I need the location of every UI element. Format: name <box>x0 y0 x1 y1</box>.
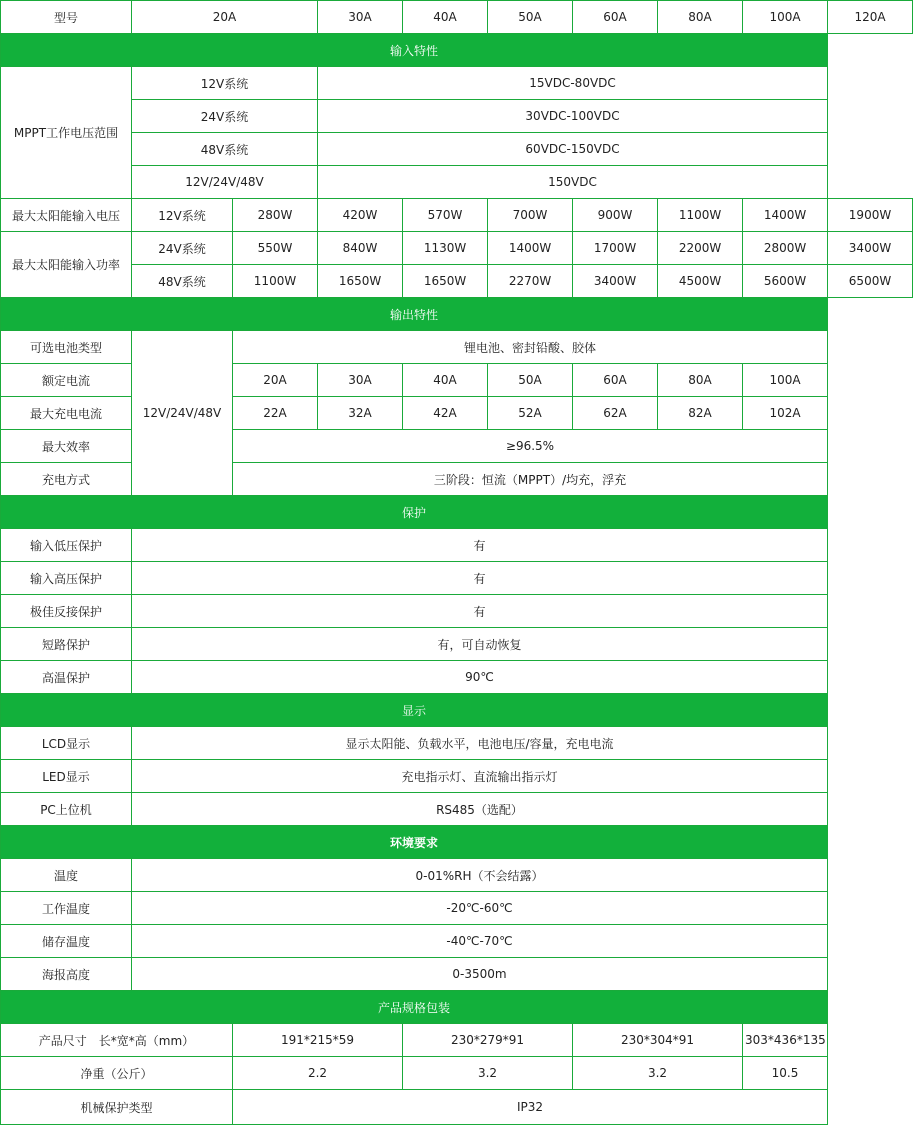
weight-value: 2.2 <box>233 1057 403 1090</box>
max-charge-value: 52A <box>488 397 573 430</box>
max-charge-value: 32A <box>318 397 403 430</box>
table-row <box>1 859 913 892</box>
power-value: 1400W <box>743 199 828 232</box>
table-row <box>1 529 913 562</box>
power-value: 2270W <box>488 265 573 298</box>
section-protection-title: 保护 <box>1 496 828 529</box>
environment-value: -40℃-70℃ <box>132 925 828 958</box>
power-value: 1130W <box>403 232 488 265</box>
table-row <box>1 793 913 826</box>
table-row <box>1 727 913 760</box>
section-input-title: 输入特性 <box>1 34 828 67</box>
environment-label: 温度 <box>1 859 132 892</box>
table-row <box>1 925 913 958</box>
power-value: 3400W <box>573 265 658 298</box>
table-row <box>1 628 913 661</box>
power-value: 1700W <box>573 232 658 265</box>
max-power-label: 最大太阳能输入功率 <box>1 232 132 298</box>
rated-current-value: 80A <box>658 364 743 397</box>
power-value: 1650W <box>403 265 488 298</box>
power-value: 1100W <box>233 265 318 298</box>
model-cell: 100A <box>743 1 828 34</box>
system-voltage: 12V/24V/48V <box>132 331 233 496</box>
power-value: 6500W <box>828 265 913 298</box>
section-header-row <box>1 34 913 67</box>
efficiency-value: ≥96.5% <box>233 430 828 463</box>
section-header-row <box>1 694 913 727</box>
max-charge-label: 最大充电电流 <box>1 397 132 430</box>
protection-value: 有 <box>132 595 828 628</box>
protection-label: 输入低压保护 <box>1 529 132 562</box>
environment-label: 工作温度 <box>1 892 132 925</box>
power-system: 24V系统 <box>132 232 233 265</box>
table-row <box>1 67 913 100</box>
power-value: 1400W <box>488 232 573 265</box>
table-row <box>1 661 913 694</box>
environment-value: 0-01%RH（不会结露） <box>132 859 828 892</box>
charge-mode-label: 充电方式 <box>1 463 132 496</box>
rated-current-value: 50A <box>488 364 573 397</box>
model-cell: 80A <box>658 1 743 34</box>
protection-label: 输入高压保护 <box>1 562 132 595</box>
max-charge-value: 42A <box>403 397 488 430</box>
table-row <box>1 1057 913 1090</box>
mppt-range: 15VDC-80VDC <box>318 67 828 100</box>
model-cell: 40A <box>403 1 488 34</box>
size-value: 230*279*91 <box>403 1024 573 1057</box>
table-row <box>1 133 913 166</box>
max-charge-value: 22A <box>233 397 318 430</box>
protection-label: 高温保护 <box>1 661 132 694</box>
environment-label: 海报高度 <box>1 958 132 991</box>
battery-type-label: 可选电池类型 <box>1 331 132 364</box>
mppt-range: 60VDC-150VDC <box>318 133 828 166</box>
environment-value: 0-3500m <box>132 958 828 991</box>
weight-value: 3.2 <box>403 1057 573 1090</box>
power-value: 550W <box>233 232 318 265</box>
power-value: 420W <box>318 199 403 232</box>
environment-label: 储存温度 <box>1 925 132 958</box>
table-row <box>1 199 913 232</box>
size-value: 191*215*59 <box>233 1024 403 1057</box>
power-value: 840W <box>318 232 403 265</box>
rated-current-value: 30A <box>318 364 403 397</box>
table-row <box>1 892 913 925</box>
model-label: 型号 <box>1 1 132 34</box>
power-value: 4500W <box>658 265 743 298</box>
model-cell: 60A <box>573 1 658 34</box>
header-row <box>1 1 913 34</box>
power-value: 5600W <box>743 265 828 298</box>
size-label: 产品尺寸 长*宽*高（mm） <box>1 1024 233 1057</box>
protection-value: 有 <box>132 562 828 595</box>
table-row <box>1 331 913 364</box>
power-value: 700W <box>488 199 573 232</box>
mppt-range: 30VDC-100VDC <box>318 100 828 133</box>
protection-label: 极佳反接保护 <box>1 595 132 628</box>
table-row <box>1 166 913 199</box>
model-cell: 50A <box>488 1 573 34</box>
max-voltage-label: 最大太阳能输入电压 <box>1 199 132 232</box>
power-value: 2200W <box>658 232 743 265</box>
power-value: 570W <box>403 199 488 232</box>
power-system: 48V系统 <box>132 265 233 298</box>
table-row <box>1 958 913 991</box>
table-row <box>1 760 913 793</box>
ip-value: IP32 <box>233 1090 828 1125</box>
power-value: 1900W <box>828 199 913 232</box>
charge-mode-value: 三阶段：恒流（MPPT）/均充，浮充 <box>233 463 828 496</box>
mppt-range: 150VDC <box>318 166 828 199</box>
section-header-row <box>1 496 913 529</box>
battery-type-value: 锂电池、密封铅酸、胶体 <box>233 331 828 364</box>
protection-label: 短路保护 <box>1 628 132 661</box>
table-row <box>1 232 913 265</box>
rated-current-label: 额定电流 <box>1 364 132 397</box>
power-value: 900W <box>573 199 658 232</box>
mppt-system: 48V系统 <box>132 133 318 166</box>
mppt-system: 12V/24V/48V <box>132 166 318 199</box>
display-label: PC上位机 <box>1 793 132 826</box>
mppt-label: MPPT工作电压范围 <box>1 67 132 199</box>
protection-value: 有，可自动恢复 <box>132 628 828 661</box>
weight-value: 3.2 <box>573 1057 743 1090</box>
protection-value: 有 <box>132 529 828 562</box>
efficiency-label: 最大效率 <box>1 430 132 463</box>
power-value: 1650W <box>318 265 403 298</box>
model-cell: 30A <box>318 1 403 34</box>
section-header-row <box>1 991 913 1024</box>
power-value: 1100W <box>658 199 743 232</box>
power-value: 3400W <box>828 232 913 265</box>
rated-current-value: 100A <box>743 364 828 397</box>
model-cell: 120A <box>828 1 913 34</box>
mppt-system: 12V系统 <box>132 67 318 100</box>
size-value: 303*436*135 <box>743 1024 828 1057</box>
model-cell: 20A <box>132 1 318 34</box>
section-header-row <box>1 826 913 859</box>
table-row <box>1 1090 913 1125</box>
rated-current-value: 20A <box>233 364 318 397</box>
power-system: 12V系统 <box>132 199 233 232</box>
table-row <box>1 265 913 298</box>
display-label: LCD显示 <box>1 727 132 760</box>
display-label: LED显示 <box>1 760 132 793</box>
rated-current-value: 60A <box>573 364 658 397</box>
power-value: 280W <box>233 199 318 232</box>
section-package-title: 产品规格包装 <box>1 991 828 1024</box>
weight-label: 净重（公斤） <box>1 1057 233 1090</box>
display-value: 充电指示灯、直流输出指示灯 <box>132 760 828 793</box>
table-row <box>1 1024 913 1057</box>
max-charge-value: 102A <box>743 397 828 430</box>
size-value: 230*304*91 <box>573 1024 743 1057</box>
section-header-row <box>1 298 913 331</box>
max-charge-value: 82A <box>658 397 743 430</box>
section-output-title: 输出特性 <box>1 298 828 331</box>
weight-value: 10.5 <box>743 1057 828 1090</box>
table-row <box>1 100 913 133</box>
ip-label: 机械保护类型 <box>1 1090 233 1125</box>
protection-value: 90℃ <box>132 661 828 694</box>
rated-current-value: 40A <box>403 364 488 397</box>
display-value: RS485（选配） <box>132 793 828 826</box>
display-value: 显示太阳能、负载水平，电池电压/容量，充电电流 <box>132 727 828 760</box>
section-display-title: 显示 <box>1 694 828 727</box>
power-value: 2800W <box>743 232 828 265</box>
environment-value: -20℃-60℃ <box>132 892 828 925</box>
table-row <box>1 562 913 595</box>
table-row <box>1 595 913 628</box>
section-environment-title: 环境要求 <box>1 826 828 859</box>
mppt-system: 24V系统 <box>132 100 318 133</box>
max-charge-value: 62A <box>573 397 658 430</box>
